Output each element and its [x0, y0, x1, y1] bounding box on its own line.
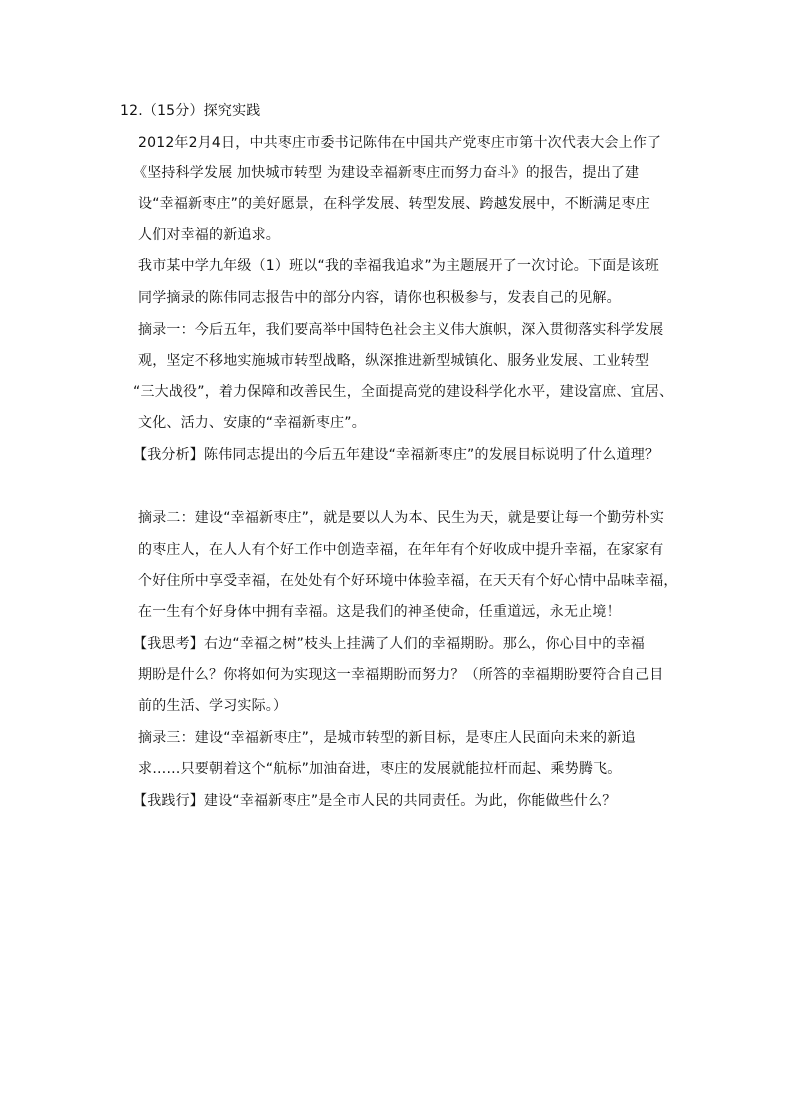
- think-prompt-line: 期盼是什么？你将如何为实现这一幸福期盼而努力？（所答的幸福期盼要符合自己目: [138, 667, 664, 683]
- question-header: 12.（15分）探究实践: [120, 103, 261, 119]
- excerpt-three-line: 求……只要朝着这个“航标”加油奋进，枣庄的发展就能拉杆而起、乘势腾飞。: [138, 761, 622, 777]
- excerpt-two-line: 个好住所中享受幸福，在处处有个好环境中体验幸福，在天天有个好心情中品味幸福，: [138, 573, 678, 589]
- excerpt-one-line: 观，坚定不移地实施城市转型战略，纵深推进新型城镇化、服务业发展、工业转型: [138, 353, 650, 369]
- excerpt-three-line: 摘录三：建设“幸福新枣庄”，是城市转型的新目标，是枣庄人民面向未来的新追: [138, 730, 636, 746]
- think-prompt-line: 前的生活、学习实际。）: [138, 698, 288, 714]
- excerpt-two-line: 的枣庄人，在人人有个好工作中创造幸福，在年年有个好收成中提升幸福，在家家有: [138, 542, 664, 558]
- excerpt-one-line: 摘录一：今后五年，我们要高举中国特色社会主义伟大旗帜，深入贯彻落实科学发展: [138, 322, 664, 338]
- excerpt-two-line: 摘录二：建设“幸福新枣庄”，就是要以人为本、民生为天，就是要让每一个勤劳朴实: [138, 510, 665, 526]
- intro-line: 我市某中学九年级（1）班以“我的幸福我追求”为主题展开了一次讨论。下面是该班: [138, 258, 660, 274]
- excerpt-one-line: 文化、活力、安康的“幸福新枣庄”。: [138, 415, 366, 431]
- excerpt-one-line: “三大战役”，着力保障和改善民生，全面提高党的建设科学化水平，建设富庶、宜居、: [133, 384, 674, 400]
- intro-line: 设“幸福新枣庄”的美好愿景，在科学发展、转型发展、跨越发展中，不断满足枣庄: [138, 196, 650, 212]
- intro-line: 2012年2月4日，中共枣庄市委书记陈伟在中国共产党枣庄市第十次代表大会上作了: [138, 135, 662, 151]
- intro-line: 《坚持科学发展 加快城市转型 为建设幸福新枣庄而努力奋斗》的报告，提出了建: [133, 165, 640, 181]
- excerpt-two-line: 在一生有个好身体中拥有幸福。这是我们的神圣使命，任重道远，永无止境！: [138, 604, 621, 620]
- think-prompt-line: 【我思考】右边“幸福之树”枝头上挂满了人们的幸福期盼。那么，你心目中的幸福: [133, 636, 645, 652]
- intro-line: 同学摘录的陈伟同志报告中的部分内容，请你也积极参与，发表自己的见解。: [138, 290, 621, 306]
- intro-line: 人们对幸福的新追求。: [138, 227, 280, 243]
- practice-prompt: 【我践行】建设“幸福新枣庄”是全市人民的共同责任。为此，你能做些什么？: [133, 793, 617, 809]
- analysis-prompt: 【我分析】陈伟同志提出的今后五年建设“幸福新枣庄”的发展目标说明了什么道理？: [133, 447, 660, 463]
